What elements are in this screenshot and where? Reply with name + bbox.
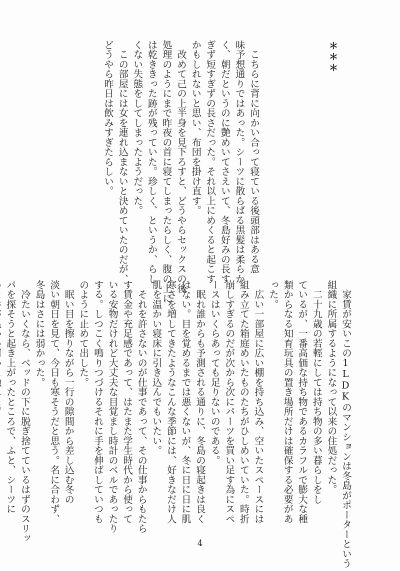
text-line: った。 bbox=[267, 280, 279, 310]
text-line: 眠い目を擦りながら一行の隙間から差し込む冬の bbox=[62, 280, 74, 505]
text-line: 改めて己の上半身を見下ろすと、どうやらセックスの後 bbox=[175, 40, 187, 294]
text-line: 家賃が安いこの1LDKのマンションは冬島がポーターという bbox=[340, 280, 351, 569]
text-line: 処理のようにまで昨夜の首に寝てしまったらしく、腹の上に bbox=[160, 40, 172, 304]
text-line: パを探そうと起き上がったところで、ふと、シーツに bbox=[4, 280, 16, 514]
text-line: する。しつこく鳴りつづけるそれに手を伸ばしていつも bbox=[91, 280, 103, 524]
text-line: く、朝だというのに艶めいてさえいて、冬島好みの長す bbox=[218, 40, 230, 284]
text-line: 冬島はさには弱かった。 bbox=[33, 280, 45, 388]
text-line: 組織に所属するようになって以来の住処だった。 bbox=[325, 280, 337, 495]
lower-text-block bbox=[4, 280, 352, 569]
text-line: こちらに背に向かい合って寝ている後頭部はある意 bbox=[248, 40, 259, 274]
text-line: ぎず短すぎずの長さだった。それ以上にめくると起こす bbox=[204, 40, 216, 284]
text-line: 冷たいくなら、ベッドの下に脱ぎ捨てているはずのスリッ bbox=[18, 280, 30, 544]
text-line: 淡い朝日を見て、今日も寒そうだと思う。名に合わず、 bbox=[48, 280, 60, 524]
text-line: 肌を温かい寝床に引き込んでもいたい。 bbox=[150, 280, 162, 456]
text-line: ているが、一番高価な持ち物であるカラフルで膨大な種 bbox=[296, 280, 308, 524]
text-line: どうやら昨日は飲みすぎたらしい。 bbox=[102, 40, 114, 196]
text-line: かもしれないと思い、布団を掛け直す。 bbox=[189, 40, 201, 216]
text-line: ースはいくらあっても足りないのである。 bbox=[208, 280, 220, 466]
text-line: は乾ききった跡が残っていた。珍しく、というか、らし bbox=[145, 40, 157, 284]
text-line: それを許さないのが仕事であって、その仕事からもたら bbox=[135, 280, 147, 534]
text-line: 組み立てた箱庭めいたものたちがひしめいていた。時折 bbox=[237, 280, 249, 524]
text-line: いる安物だけれど大丈夫な目覚まし時計のベルであったり bbox=[106, 280, 118, 534]
page-number: 4 bbox=[197, 539, 203, 548]
text-line: のように止めて出した。 bbox=[77, 280, 89, 388]
text-line: この部屋には女を連れ込まないと決めていたのだが、 bbox=[116, 40, 128, 284]
text-line: 寒さを増してきたようなこんな季節には、好きなだけ人 bbox=[164, 280, 176, 524]
text-line: はない。目を覚めるまでは悪くないが、冬に日に日に肌 bbox=[179, 280, 191, 524]
text-line: 味予想通りではあった。シーツに散らばる黒髪は柔らか bbox=[233, 40, 245, 284]
section-marker: ＊＊＊ bbox=[327, 41, 337, 74]
text-line: 崩しすぎるのだが次から次にパーツを買い足す為にスペ bbox=[223, 280, 235, 524]
text-line: くない失態をしてしまったようだった。 bbox=[131, 40, 143, 216]
text-line: 二十九歳の若輕にしては持ち物の多い暮らしをし bbox=[310, 280, 322, 505]
text-line: 眠れ誰からも予測される通りに、冬島の寝起きは良く bbox=[194, 280, 206, 524]
text-line: 広い一部屋に広い棚を持ち込み、空いたスペースには bbox=[252, 280, 264, 524]
text-line: 類からなる知育玩具の置き場所だけは確保する必要があ bbox=[281, 280, 293, 524]
text-line: す賃金や充足感であって、はたまた学生時代から使って bbox=[121, 280, 133, 524]
upper-text-block bbox=[48, 40, 260, 304]
